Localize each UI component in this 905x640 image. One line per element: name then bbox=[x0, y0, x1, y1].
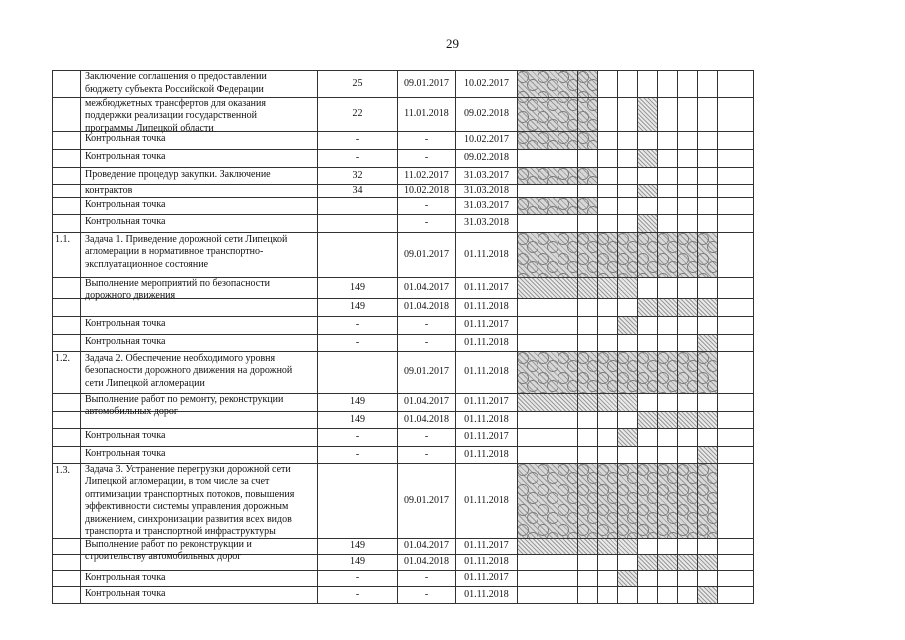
row-code: 1.3. bbox=[55, 465, 70, 476]
row-end: 31.03.2017 bbox=[464, 169, 509, 181]
row-start: 01.04.2018 bbox=[404, 301, 449, 312]
row-end: 01.11.2018 bbox=[464, 494, 509, 506]
row-end: 01.11.2018 bbox=[464, 413, 509, 425]
row-qty: 149 bbox=[350, 281, 365, 293]
row-start: 09.01.2017 bbox=[404, 248, 449, 260]
row-qty: 25 bbox=[352, 77, 363, 89]
row-start: 10.02.2018 bbox=[404, 184, 449, 196]
row-description: Контрольная точка bbox=[85, 133, 166, 144]
row-end: 01.11.2018 bbox=[464, 556, 509, 567]
row-start: 01.04.2018 bbox=[404, 556, 449, 567]
gantt-bar bbox=[698, 587, 717, 603]
row-qty: - bbox=[355, 431, 360, 442]
row-description: Заключение соглашения о предоставлении бюджету субъекта Российской Федерации bbox=[85, 71, 267, 95]
row-qty: 149 bbox=[350, 396, 365, 407]
gantt-bar bbox=[638, 150, 657, 167]
row-description: Контрольная точка bbox=[85, 151, 166, 162]
row-end: 01.11.2017 bbox=[464, 319, 509, 330]
row-code: 1.1. bbox=[55, 234, 70, 245]
row-qty: 149 bbox=[350, 556, 365, 567]
row-end: 09.02.2018 bbox=[464, 152, 509, 163]
row-qty: 149 bbox=[350, 413, 365, 425]
gantt-bar bbox=[698, 335, 717, 351]
row-description: Контрольная точка bbox=[85, 448, 166, 459]
row-qty: - bbox=[355, 152, 360, 163]
gantt-bar bbox=[518, 198, 597, 214]
row-qty: - bbox=[355, 588, 360, 600]
row-end: 01.11.2017 bbox=[464, 396, 509, 407]
row-description: Контрольная точка bbox=[85, 216, 166, 227]
row-start: - bbox=[424, 336, 429, 348]
row-end: 01.11.2017 bbox=[464, 540, 509, 551]
row-description: контрактов bbox=[85, 185, 133, 196]
row-description: Задача 2. Обеспечение необходимого уровня безопасности дорожного движения на дорожной сети Липецкой агломерации bbox=[85, 353, 293, 389]
gantt-bar bbox=[638, 185, 657, 197]
table-border-horizontal bbox=[52, 428, 754, 429]
row-start: - bbox=[424, 431, 429, 442]
row-description: Задача 3. Устранение перегрузки дорожной сети Липецкой агломерации, в том числе за счет оптимизации транспортных потоков, повышения эффективности системы управления дорожным движением, синхронизации развития всех видов транспорта и транспортной инфраструктуры bbox=[85, 464, 295, 538]
row-end: 31.03.2018 bbox=[464, 217, 509, 228]
row-end: 01.11.2018 bbox=[464, 336, 509, 348]
row-end: 01.11.2018 bbox=[464, 301, 509, 312]
row-end: 31.03.2018 bbox=[464, 184, 509, 196]
row-end: 01.11.2018 bbox=[464, 248, 509, 260]
row-start: 09.01.2017 bbox=[404, 494, 449, 506]
row-start: - bbox=[424, 217, 429, 228]
row-start: 01.04.2017 bbox=[404, 281, 449, 293]
row-end: 10.02.2017 bbox=[464, 77, 509, 89]
row-start: - bbox=[424, 448, 429, 460]
row-description: Проведение процедур закупки. Заключение bbox=[85, 169, 271, 180]
row-start: - bbox=[424, 319, 429, 330]
row-end: 01.11.2017 bbox=[464, 572, 509, 583]
row-code: 1.2. bbox=[55, 353, 70, 364]
row-description: Контрольная точка bbox=[85, 199, 166, 210]
row-end: 10.02.2017 bbox=[464, 134, 509, 145]
gantt-bar bbox=[638, 215, 657, 232]
row-description: Контрольная точка bbox=[85, 318, 166, 329]
row-qty: - bbox=[355, 448, 360, 460]
row-end: 31.03.2017 bbox=[464, 199, 509, 211]
row-qty: 149 bbox=[350, 301, 365, 312]
row-start: 01.04.2017 bbox=[404, 540, 449, 551]
row-description: Контрольная точка bbox=[85, 336, 166, 347]
row-start: - bbox=[424, 152, 429, 163]
row-qty: - bbox=[355, 319, 360, 330]
row-description: Выполнение работ по реконструкции и строительству автомобильных дорог bbox=[85, 539, 252, 563]
row-end: 01.11.2018 bbox=[464, 588, 509, 600]
row-description: Выполнение работ по ремонту, реконструкции автомобильных дорог bbox=[85, 394, 284, 418]
gantt-bar bbox=[698, 447, 717, 463]
row-start: - bbox=[424, 572, 429, 583]
row-start: - bbox=[424, 134, 429, 145]
gantt-bar bbox=[618, 317, 637, 334]
gantt-bar bbox=[638, 98, 657, 131]
gantt-bar bbox=[618, 571, 637, 586]
row-start: 11.02.2017 bbox=[404, 169, 449, 181]
page-number: 29 bbox=[446, 36, 459, 51]
row-start: - bbox=[424, 199, 429, 211]
row-start: 09.01.2017 bbox=[404, 77, 449, 89]
row-start: 01.04.2017 bbox=[404, 396, 449, 407]
gantt-bar bbox=[618, 429, 637, 446]
row-end: 01.11.2018 bbox=[464, 448, 509, 460]
row-qty: 149 bbox=[350, 540, 365, 551]
row-description: Выполнение мероприятий по безопасности дорожного движения bbox=[85, 278, 270, 302]
row-qty: 32 bbox=[352, 169, 363, 181]
row-end: 01.11.2017 bbox=[464, 431, 509, 442]
row-start: - bbox=[424, 588, 429, 600]
row-start: 01.04.2018 bbox=[404, 413, 449, 425]
gantt-bar bbox=[518, 71, 597, 131]
row-qty: - bbox=[355, 134, 360, 145]
row-description: Задача 1. Приведение дорожной сети Липецкой агломерации в нормативное транспортно- эксплуатационное состояние bbox=[85, 234, 288, 270]
row-description: Контрольная точка bbox=[85, 588, 166, 599]
table-border-horizontal bbox=[52, 316, 754, 317]
row-description: Контрольная точка bbox=[85, 571, 166, 583]
row-description: межбюджетных трансфертов для оказания поддержки реализации государственной программы Липецкой области bbox=[85, 98, 266, 134]
row-end: 01.11.2018 bbox=[464, 366, 509, 377]
row-end: 09.02.2018 bbox=[464, 108, 509, 119]
gantt-bar bbox=[518, 132, 597, 149]
row-start: 11.01.2018 bbox=[404, 108, 449, 119]
row-qty: - bbox=[355, 572, 360, 583]
row-end: 01.11.2017 bbox=[464, 281, 509, 293]
row-qty: - bbox=[355, 336, 360, 348]
row-qty: 34 bbox=[352, 184, 363, 196]
row-description: Контрольная точка bbox=[85, 430, 166, 441]
gantt-bar bbox=[518, 168, 597, 184]
row-start: 09.01.2017 bbox=[404, 366, 449, 377]
row-qty: 22 bbox=[352, 108, 363, 119]
